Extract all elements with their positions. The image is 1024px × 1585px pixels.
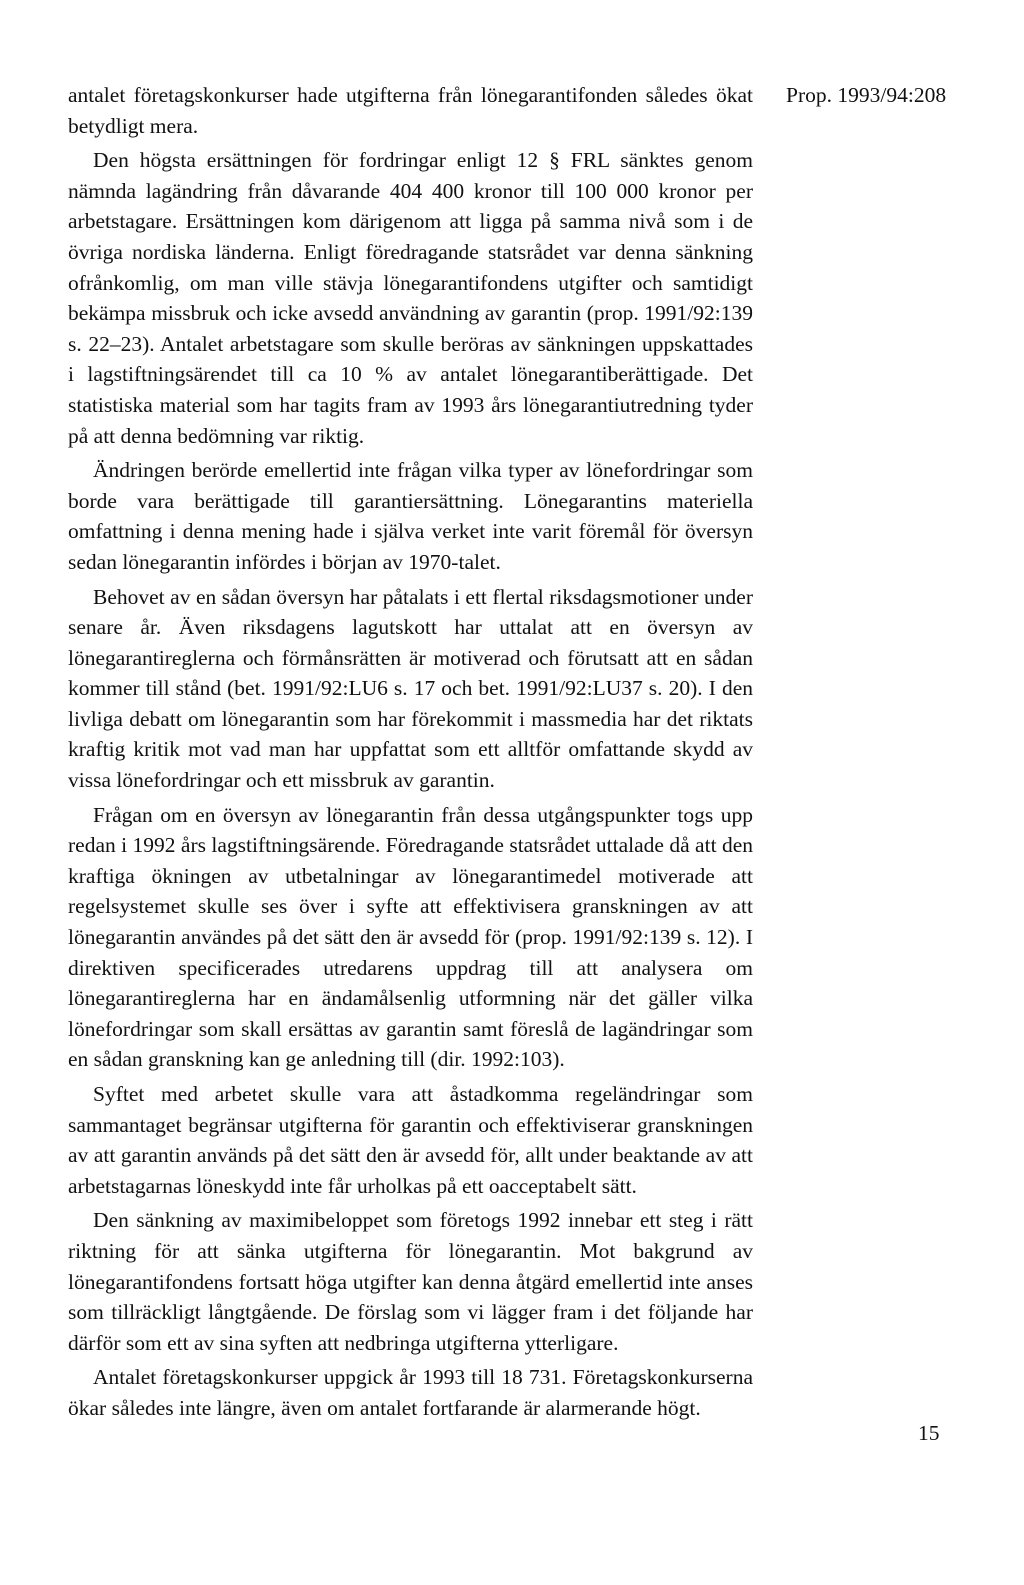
paragraph-review-question: Frågan om en översyn av lönegarantin från dessa utgångspunkter togs upp redan i 1992 års lagstiftningsärende. Föredragande statsrådet uttalade då att den kraftiga ökningen av utbetalningar av lönegarantimedel motiverade att regelsystemet skulle ses över i syfte att effektivisera granskningen av att lönegarantin användes på det sätt den är avsedd för (prop. 1991/92:139 s. 12). I direktiven specificerades utredarens uppdrag till att analysera om lönegarantireglerna har en ändamålsenlig utformning när det gäller vilka lönefordringar som skall ersättas av garantin samt föreslå de lagändringar som en sådan granskning kan ge anledning till (dir. 1992:103). bbox=[68, 802, 753, 1072]
paragraph-maximum-compensation: Den högsta ersättningen för fordringar enligt 12 § FRL sänktes genom nämnda lagändring från dåvarande 404 400 kronor till 100 000 kronor per arbetstagare. Ersättningen kom därigenom att ligga på samma nivå som i de övriga nordiska länderna. Enligt föredragande statsrådet var denna sänkning ofrånkomlig, om man ville stävja lönegarantifondens utgifter och samtidigt bekämpa missbruk och icke avsedd användning av garantin (prop. 1991/92:139 s. 22–23). Antalet arbetstagare som skulle beröras av sänkningen uppskattades i lagstiftningsärendet till ca 10 % av antalet lönegarantiberättigade. Det statistiska material som har tagits fram av 1993 års lönegarantiutredning tyder på att denna bedömning var riktig. bbox=[68, 148, 753, 448]
body-text bbox=[68, 80, 753, 1428]
paragraph-review-need: Behovet av en sådan översyn har påtalats i ett flertal riksdagsmotioner under senare år. Även riksdagens lagutskott har uttalat att en översyn av lönegarantireglerna och förmånsrätten är motiverad och förutsatt att en sådan kommer till stånd (bet. 1991/92:LU6 s. 17 och bet. 1991/92:LU37 s. 20). I den livliga debatt om lönegarantin som har förekommit i massmedia har det riktats kraftig kritik mot vad man har uppfattat som ett alltför omfattande skydd av vissa lönefordringar och ett missbruk av garantin. bbox=[68, 584, 753, 793]
page-number: 15 bbox=[918, 1421, 940, 1445]
paragraph-bankruptcies: Antalet företagskonkurser uppgick år 1993 till 18 731. Företagskonkurserna ökar således inte längre, även om antalet fortfarande är alarmerande högt. bbox=[68, 1365, 753, 1420]
paragraph-purpose: Syftet med arbetet skulle vara att åstadkomma regeländringar som sammantaget begränsar utgifterna för garantin och effektiviserar granskningen av att garantin används på det sätt den är avsedd för, allt under beaktande av att arbetstagarnas löneskydd inte får urholkas på ett oacceptabelt sätt. bbox=[68, 1082, 753, 1198]
paragraph-reduction: Den sänkning av maximibeloppet som företogs 1992 innebar ett steg i rätt riktning för att sänka utgifterna för lönegarantin. Mot bakgrund av lönegarantifondens fortsatt höga utgifter kan denna åtgärd emellertid inte anses som tillräckligt långtgående. De förslag som vi lägger fram i det följande har därför som ett av sina syften att nedbringa utgifterna ytterligare. bbox=[68, 1208, 753, 1355]
proposition-reference: Prop. 1993/94:208 bbox=[786, 83, 947, 107]
paragraph-amendment-scope: Ändringen berörde emellertid inte frågan vilka typer av lönefordringar som borde vara berättigade till garantiersättning. Lönegarantins materiella omfattning i denna mening hade i själva verket inte varit föremål för översyn sedan lönegarantin infördes i början av 1970-talet. bbox=[68, 458, 753, 574]
paragraph-continuation: antalet företagskonkurser hade utgifterna från lönegarantifonden således ökat betydligt mera. bbox=[68, 83, 753, 138]
